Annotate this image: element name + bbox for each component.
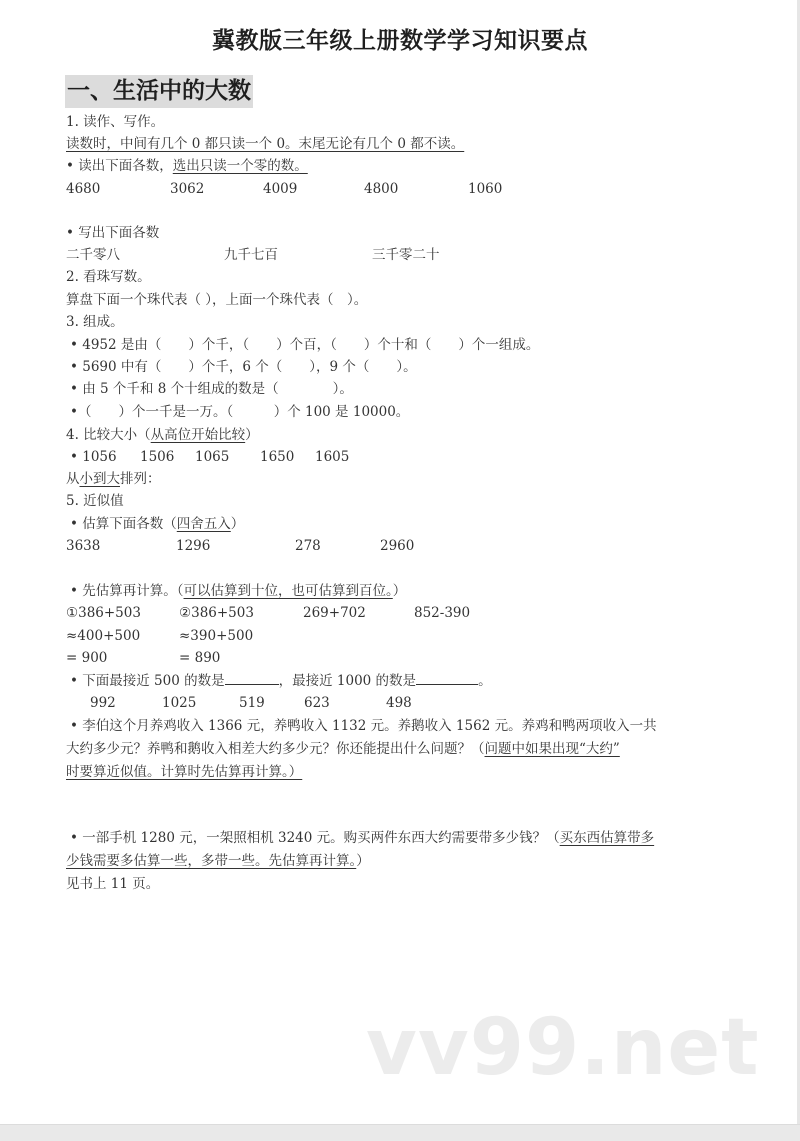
calc-expression: 852-390 bbox=[414, 605, 471, 621]
closest-part1: • 下面最接近 500 的数是 bbox=[70, 673, 225, 689]
estimate-numbers-row bbox=[66, 537, 566, 555]
closest-part2: ，最接近 1000 的数是 bbox=[278, 673, 417, 689]
estimate-number: 278 bbox=[295, 538, 321, 554]
calc-row bbox=[66, 627, 566, 645]
order-instruction bbox=[66, 470, 161, 488]
phone-problem-hint: 买东西估算带多 bbox=[559, 830, 655, 846]
item4-heading-suffix: ） bbox=[245, 427, 259, 443]
calc-row bbox=[66, 604, 566, 622]
estimate-prefix: • 估算下面各数（ bbox=[70, 516, 177, 532]
item1-rule: 读数时，中间有几个 0 都只读一个 0。末尾无论有几个 0 都不读。 bbox=[66, 136, 465, 152]
watermark: vv99.net bbox=[366, 1003, 760, 1093]
read-number: 1060 bbox=[468, 181, 503, 197]
read-number: 3062 bbox=[170, 181, 205, 197]
compare-number: • 1056 bbox=[70, 449, 117, 465]
item1-read-prompt bbox=[66, 157, 308, 175]
calc-result: = 890 bbox=[179, 650, 221, 666]
closest-number: 498 bbox=[386, 695, 412, 711]
calc-suffix: ） bbox=[392, 583, 407, 599]
read-number: 4800 bbox=[364, 181, 399, 197]
compare-number: 1506 bbox=[140, 449, 175, 465]
phone-problem-hint-cont: 少钱需要多估算一些，多带一些。先估算再计算。 bbox=[66, 853, 357, 869]
word-problem-line3: 时要算近似值。计算时先估算再计算。） bbox=[66, 764, 303, 780]
page-edge-bottom bbox=[0, 1124, 800, 1141]
estimate-number: 2960 bbox=[380, 538, 415, 554]
calc-row bbox=[66, 649, 566, 667]
item3-line: • 5690 中有（ ）个千，6 个（ ），9 个（ ）。 bbox=[70, 359, 417, 375]
estimate-underlined: 四舍五入 bbox=[176, 516, 231, 532]
estimate-number: 3638 bbox=[66, 538, 101, 554]
calc-expression: ①386+503 bbox=[66, 605, 141, 621]
closest-number: 992 bbox=[90, 695, 116, 711]
word-problem-hint: 问题中如果出现“大约” bbox=[484, 741, 620, 757]
closest-part3: 。 bbox=[478, 673, 492, 689]
phone-problem-suffix: ） bbox=[356, 853, 370, 869]
section-heading: 一、生活中的大数 bbox=[65, 75, 253, 108]
item3-heading: 3. 组成。 bbox=[66, 314, 124, 330]
write-word: 九千七百 bbox=[224, 247, 278, 263]
estimate-suffix: ） bbox=[230, 516, 245, 532]
item5-heading: 5. 近似值 bbox=[66, 493, 124, 509]
read-number: 4009 bbox=[263, 181, 298, 197]
phone-problem-line2 bbox=[66, 852, 370, 870]
item3-line: • 4952 是由（ ）个千，（ ）个百，（ ）个十和（ ）个一组成。 bbox=[70, 337, 540, 353]
read-prompt-underlined: 选出只读一个零的数。 bbox=[172, 158, 308, 174]
order-suffix: 排列： bbox=[120, 471, 161, 487]
calc-expression: ②386+503 bbox=[179, 605, 254, 621]
phone-problem-line1 bbox=[70, 829, 654, 847]
item4-heading-prefix: 4. 比较大小（ bbox=[66, 427, 151, 443]
read-numbers-row bbox=[66, 180, 766, 198]
item4-heading bbox=[66, 426, 259, 444]
calc-result: = 900 bbox=[66, 650, 108, 666]
answer-blank-500[interactable] bbox=[225, 672, 279, 685]
closest-number: 623 bbox=[304, 695, 330, 711]
compare-numbers-row bbox=[70, 448, 470, 466]
calc-prompt bbox=[70, 582, 406, 600]
write-word: 二千零八 bbox=[66, 247, 120, 263]
read-prompt-prefix: • 读出下面各数， bbox=[66, 158, 173, 174]
estimate-prompt bbox=[70, 515, 244, 533]
item3-line: •（ ）个一千是一万。（ ）个 100 是 10000。 bbox=[70, 404, 410, 420]
compare-number: 1650 bbox=[260, 449, 295, 465]
item2-heading: 2. 看珠写数。 bbox=[66, 269, 151, 285]
document-title: 冀教版三年级上册数学学习知识要点 bbox=[212, 28, 588, 54]
order-underlined: 小到大 bbox=[79, 471, 120, 487]
closest-numbers-row bbox=[90, 694, 490, 712]
calc-expression: ≈390+500 bbox=[179, 628, 254, 644]
estimate-number: 1296 bbox=[176, 538, 211, 554]
phone-problem-plain: • 一部手机 1280 元，一架照相机 3240 元。购买两件东西大约需要带多少钱？（ bbox=[70, 830, 560, 846]
compare-number: 1065 bbox=[195, 449, 230, 465]
word-problem-plain: 大约多少元？养鸭和鹅收入相差大约多少元？你还能提出什么问题？（ bbox=[66, 741, 485, 757]
word-problem-line2 bbox=[66, 740, 620, 758]
calc-prefix: • 先估算再计算。（ bbox=[70, 583, 184, 599]
item1-write-prompt: • 写出下面各数 bbox=[66, 225, 160, 241]
item1-heading: 1. 读作、写作。 bbox=[66, 114, 165, 130]
item2-text: 算盘下面一个珠代表（ ），上面一个珠代表（ ）。 bbox=[66, 292, 368, 308]
write-words-row bbox=[66, 246, 766, 264]
calc-underlined: 可以估算到十位，也可估算到百位。 bbox=[183, 583, 393, 599]
answer-blank-1000[interactable] bbox=[416, 672, 478, 685]
read-number: 4680 bbox=[66, 181, 101, 197]
closest-number: 1025 bbox=[162, 695, 197, 711]
closest-prompt bbox=[70, 672, 492, 690]
closest-number: 519 bbox=[239, 695, 265, 711]
item4-heading-underlined: 从高位开始比较 bbox=[150, 427, 246, 443]
calc-expression: 269+702 bbox=[303, 605, 366, 621]
item3-line: • 由 5 个千和 8 个十组成的数是（ ）。 bbox=[70, 381, 353, 397]
calc-expression: ≈400+500 bbox=[66, 628, 141, 644]
compare-number: 1605 bbox=[315, 449, 350, 465]
write-word: 三千零二十 bbox=[372, 247, 440, 263]
book-reference: 见书上 11 页。 bbox=[66, 876, 160, 892]
order-prefix: 从 bbox=[66, 471, 80, 487]
word-problem-line1: • 李伯这个月养鸡收入 1366 元，养鸭收入 1132 元。养鹅收入 1562 元。养鸡和鸭两项收入一共 bbox=[70, 718, 657, 734]
